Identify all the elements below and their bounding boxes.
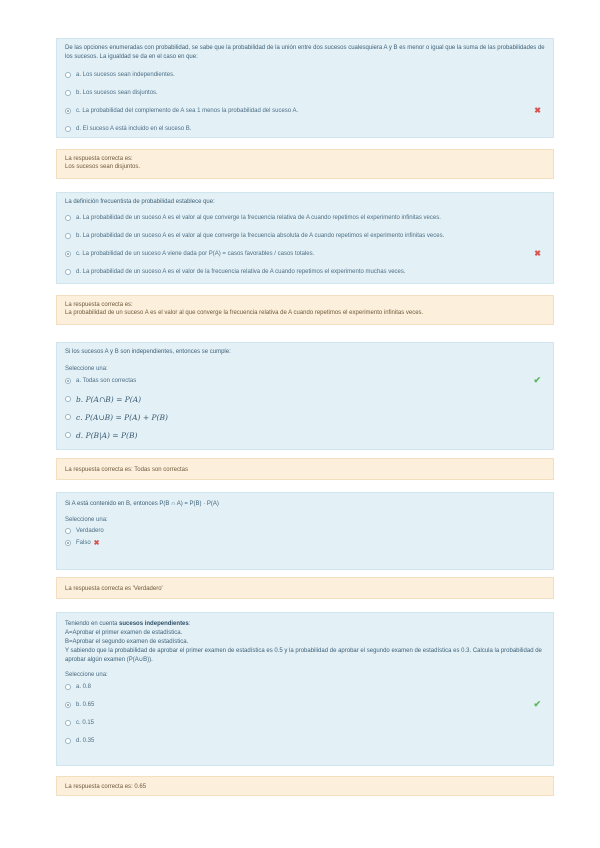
radio-icon[interactable] [65,738,71,744]
question-1 [56,38,554,138]
radio-icon[interactable] [65,90,71,96]
correct-icon: ✔ [533,375,541,385]
radio-icon[interactable] [65,432,71,438]
question-5-text: Y sabiendo que la probabilidad de aprobar el primer examen de estadística es 0.5 y la probabilidad de aprobar el segundo examen de estadística es 0.3. Calcula la probabilidad de aprobar algún examen (P(A∪B)). [65,648,542,663]
radio-icon[interactable] [65,720,71,726]
feedback-4 [56,577,554,599]
radio-icon[interactable] [65,396,71,402]
question-3-option-b[interactable]: b. P(A∩B) = P(A) [65,390,545,408]
feedback-label: La respuesta correcta es: [65,302,133,308]
question-3-option-c[interactable]: c. P(A∪B) = P(A) + P(B) [65,408,545,426]
question-4-text: Si A está contenido en B, entonces P(B ∩ A) = P(B) · P(A) [65,501,219,507]
radio-selected-icon[interactable] [65,378,71,384]
feedback-3 [56,458,554,480]
question-2-option-a[interactable]: a. La probabilidad de un suceso A es el valor al que converge la frecuencia relativa de A cuando repetimos el experimento infinitas veces. [65,209,545,227]
question-2-option-c[interactable]: c. La probabilidad de un suceso A viene dada por P(A) = casos favorables / casos totales. ✖ [65,245,545,263]
question-2-option-d[interactable]: d. La probabilidad de un suceso A es el valor de la frecuencia relativa de A cuando repetimos el experimento muchas veces. [65,263,545,281]
radio-selected-icon[interactable] [65,540,71,546]
radio-selected-icon[interactable] [65,251,71,257]
question-5-option-b[interactable]: b. 0.65 ✔ [65,696,545,714]
question-5-option-d[interactable]: d. 0.35 [65,732,545,750]
radio-icon[interactable] [65,215,71,221]
question-3-option-a[interactable]: a. Todas son correctas ✔ [65,372,545,390]
question-4-option-false[interactable]: Falso ✖ [65,537,545,549]
incorrect-icon: ✖ [93,540,100,547]
feedback-2 [56,295,554,325]
radio-icon[interactable] [65,269,71,275]
question-2 [56,192,554,284]
feedback-answer: La respuesta correcta es: 0.65 [65,784,147,790]
radio-icon[interactable] [65,72,71,78]
question-1-option-c[interactable]: c. La probabilidad del complemento de A sea 1 menos la probabilidad del suceso A. ✖ [65,102,545,120]
question-1-option-b[interactable]: b. Los sucesos sean disjuntos. [65,84,545,102]
question-5-option-a[interactable]: a. 0.8 [65,678,545,696]
question-5-option-c[interactable]: c. 0.15 [65,714,545,732]
question-3-option-d[interactable]: d. P(B|A) = P(B) [65,426,545,444]
incorrect-icon: ✖ [534,249,541,258]
question-3 [56,342,554,450]
feedback-answer: Los sucesos sean disjuntos. [65,164,141,170]
question-1-text: De las opciones enumeradas con probabilidad, se sabe que la probabilidad de la unión entre dos sucesos cualesquiera A y B es menor o igual que la suma de las probabilidades de los sucesos. La igualdad se da en el caso en que: [65,45,545,60]
question-2-text: La definición frecuentista de probabilidad establece que: [65,199,215,205]
feedback-1 [56,149,554,179]
question-5 [56,612,554,766]
radio-icon[interactable] [65,126,71,132]
radio-icon[interactable] [65,414,71,420]
radio-icon[interactable] [65,528,71,534]
question-5-intro: Teniendo en cuenta sucesos independientes: [65,621,191,627]
feedback-answer: La respuesta correcta es: Todas son correctas [65,467,188,473]
question-1-option-a[interactable]: a. Los sucesos sean independientes. [65,66,545,84]
radio-icon[interactable] [65,684,71,690]
feedback-answer: La probabilidad de un suceso A es el valor al que converge la frecuencia relativa de A cuando repetimos el experimento infinitas veces. [65,310,424,316]
question-4-option-true[interactable]: Verdadero [65,525,545,537]
question-2-option-b[interactable]: b. La probabilidad de un suceso A es el valor al que converge la frecuencia absoluta de A cuando repetimos el experimento infinitas veces. [65,227,545,245]
incorrect-icon: ✖ [534,106,541,115]
radio-icon[interactable] [65,233,71,239]
radio-selected-icon[interactable] [65,702,71,708]
feedback-answer: La respuesta correcta es 'Verdadero' [65,586,163,592]
question-3-text: Si los sucesos A y B son independientes, entonces se cumple: [65,349,231,355]
correct-icon: ✔ [533,699,541,709]
feedback-5 [56,776,554,796]
feedback-label: La respuesta correcta es: [65,156,133,162]
select-label: Seleccione una: [65,366,108,372]
question-1-option-d[interactable]: d. El suceso A está incluido en el suceso B. [65,120,545,138]
question-4 [56,492,554,570]
select-label: Seleccione una: [65,672,108,678]
select-label: Seleccione una: [65,517,108,523]
radio-selected-icon[interactable] [65,108,71,114]
question-5-event-b: B=Aprobar el segundo examen de estadística. [65,639,189,645]
question-5-event-a: A=Aprobar el primer examen de estadística. [65,630,183,636]
